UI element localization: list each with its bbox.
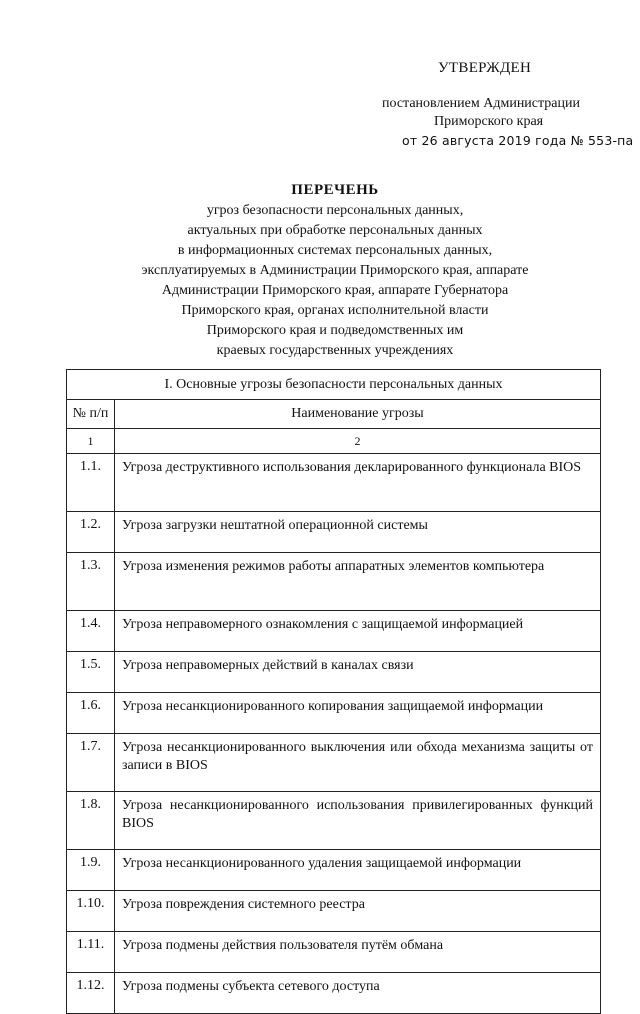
section-title: I. Основные угрозы безопасности персональных данных: [67, 370, 601, 400]
threat-name: Угроза подмены субъекта сетевого доступа: [115, 973, 601, 1014]
threat-name: Угроза несанкционированного использования привилегированных функций BIOS: [115, 792, 601, 850]
approval-block: [0, 0, 640, 150]
threat-name: Угроза несанкционированного выключения или обхода механизма защиты от записи в BIOS: [115, 734, 601, 792]
threat-number: 1.6.: [67, 693, 115, 734]
column-number-2: 2: [115, 429, 601, 454]
heading-line: в информационных системах персональных данных,: [177, 243, 493, 258]
table-row: [67, 850, 601, 891]
header-row: [67, 400, 601, 429]
threat-name: Угроза деструктивного использования декларированного функционала BIOS: [115, 454, 601, 512]
approval-title: УТВЕРЖДЕН: [438, 60, 532, 76]
approval-line-1: постановлением Администрации: [382, 96, 580, 111]
column-number-row: [67, 429, 601, 454]
threat-name: Угроза неправомерных действий в каналах связи: [115, 652, 601, 693]
threat-number: 1.2.: [67, 512, 115, 553]
threat-number: 1.3.: [67, 553, 115, 611]
table-row: [67, 734, 601, 792]
table-row: [67, 652, 601, 693]
threat-number: 1.5.: [67, 652, 115, 693]
table-row: [67, 454, 601, 512]
threat-number: 1.10.: [67, 891, 115, 932]
document-title: ПЕРЕЧЕНЬ: [291, 182, 379, 198]
approval-line-2: Приморского края: [434, 114, 544, 129]
threat-name: Угроза подмены действия пользователя путём обмана: [115, 932, 601, 973]
threat-name: Угроза несанкционированного копирования защищаемой информации: [115, 693, 601, 734]
threat-name: Угроза загрузки нештатной операционной системы: [115, 512, 601, 553]
heading-line: эксплуатируемых в Администрации Приморского края, аппарате: [141, 263, 529, 278]
threat-number: 1.8.: [67, 792, 115, 850]
table-row: [67, 932, 601, 973]
header-num: № п/п: [67, 400, 115, 429]
threat-number: 1.9.: [67, 850, 115, 891]
table-row: [67, 553, 601, 611]
heading-line: актуальных при обработке персональных данных: [187, 223, 483, 238]
threat-name: Угроза повреждения системного реестра: [115, 891, 601, 932]
threat-number: 1.12.: [67, 973, 115, 1014]
threat-name: Угроза изменения режимов работы аппаратных элементов компьютера: [115, 553, 601, 611]
heading-line: Приморского края и подведомственных им: [206, 323, 464, 338]
table-row: [67, 792, 601, 850]
table-row: [67, 891, 601, 932]
approval-date-number: от 26 августа 2019 года № 553-па: [402, 133, 634, 148]
column-number-1: 1: [67, 429, 115, 454]
threat-name: Угроза неправомерного ознакомления с защищаемой информацией: [115, 611, 601, 652]
threat-number: 1.4.: [67, 611, 115, 652]
threat-name: Угроза несанкционированного удаления защищаемой информации: [115, 850, 601, 891]
document-heading: [70, 182, 600, 361]
threat-number: 1.7.: [67, 734, 115, 792]
heading-line: угроз безопасности персональных данных,: [206, 203, 464, 218]
table-row: [67, 973, 601, 1014]
section-row: [67, 370, 601, 400]
threat-number: 1.1.: [67, 454, 115, 512]
heading-line: краевых государственных учреждениях: [216, 343, 454, 358]
table-row: [67, 512, 601, 553]
heading-line: Администрации Приморского края, аппарате Губернатора: [161, 283, 509, 298]
header-name: Наименование угрозы: [115, 400, 601, 429]
threats-table: [66, 369, 601, 1014]
threat-number: 1.11.: [67, 932, 115, 973]
table-row: [67, 693, 601, 734]
table-row: [67, 611, 601, 652]
heading-line: Приморского края, органах исполнительной власти: [181, 303, 489, 318]
